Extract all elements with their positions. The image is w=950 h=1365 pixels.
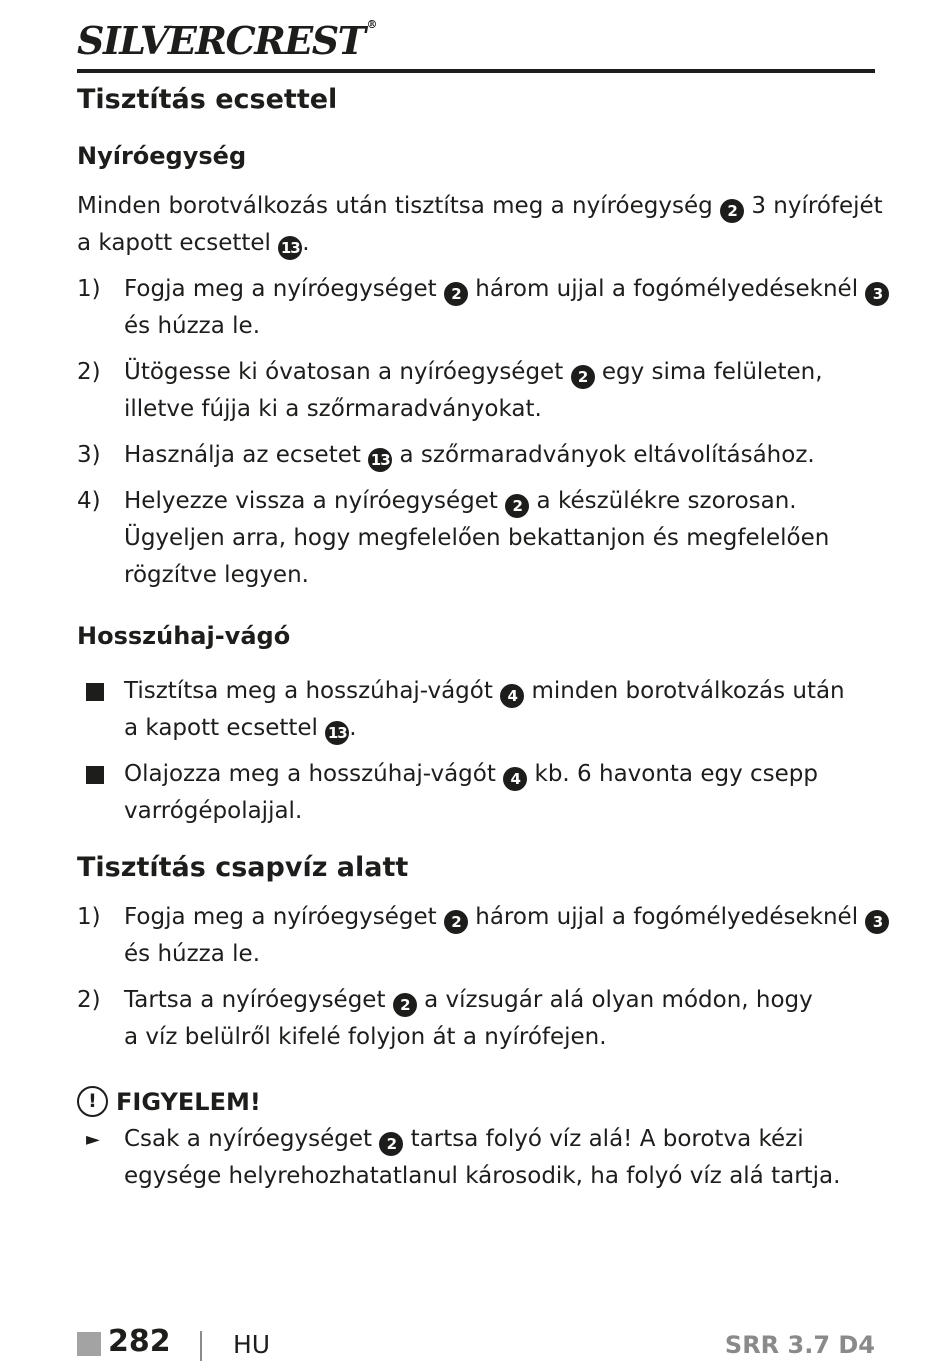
list-item: 3) Használja az ecsetet 13 a szőrmaradványok eltávolításához. bbox=[77, 437, 875, 474]
list-item: 2) Tartsa a nyíróegységet 2 a vízsugár alá olyan módon, hogy a víz belülről kifelé folyjon át a nyírófejen. bbox=[77, 987, 813, 1050]
list-item: 1) Fogja meg a nyíróegységet 2 három ujjal a fogómélyedéseknél 3 és húzza le. bbox=[77, 899, 875, 973]
brand-logo: SILVERCREST ® bbox=[77, 18, 378, 63]
warning-heading: ! FIGYELEM! bbox=[77, 1086, 261, 1117]
shaving-unit-intro: Minden borotválkozás után tisztítsa meg a nyíróegység 2 3 nyírófejét a kapott ecsettel 13 . bbox=[77, 188, 883, 262]
badge-2-icon: 2 bbox=[444, 910, 468, 934]
footer-square-icon bbox=[77, 1332, 101, 1356]
exclamation-icon: ! bbox=[77, 1086, 108, 1117]
badge-13-icon: 13 bbox=[368, 448, 392, 472]
model-number: SRR 3.7 D4 bbox=[724, 1331, 875, 1359]
list-item: 4) Helyezze vissza a nyíróegységet 2 a készülékre szorosan. Ügyeljen arra, hogy megfelelően bekattanjon és megfelelően rögzítve legyen. bbox=[77, 488, 830, 588]
warning-item: ► Csak a nyíróegységet 2 tartsa folyó víz alá! A borotva kézi egysége helyrehozhatatlanul károsodik, ha folyó víz alá tartja. bbox=[77, 1121, 875, 1195]
badge-2-icon: 2 bbox=[393, 993, 417, 1017]
badge-2-icon: 2 bbox=[571, 365, 595, 389]
triangle-bullet-icon: ► bbox=[86, 1129, 100, 1150]
list-item: 1) Fogja meg a nyíróegységet 2 három ujjal a fogómélyedéseknél 3 és húzza le. bbox=[77, 271, 875, 345]
language-code: HU bbox=[233, 1330, 271, 1359]
badge-13-icon: 13 bbox=[325, 721, 349, 745]
badge-2-icon: 2 bbox=[720, 199, 744, 223]
tap-water-title: Tisztítás csapvíz alatt bbox=[77, 852, 409, 883]
section-title: Tisztítás ecsettel bbox=[77, 84, 338, 115]
header-rule bbox=[77, 69, 875, 73]
footer-divider bbox=[200, 1331, 202, 1361]
long-hair-title: Hosszúhaj-vágó bbox=[77, 622, 291, 650]
badge-4-icon: 4 bbox=[503, 767, 527, 791]
badge-2-icon: 2 bbox=[379, 1132, 403, 1156]
badge-3-icon: 3 bbox=[865, 282, 889, 306]
badge-4-icon: 4 bbox=[500, 684, 524, 708]
square-bullet-icon bbox=[86, 766, 104, 784]
badge-13-icon: 13 bbox=[278, 236, 302, 260]
badge-2-icon: 2 bbox=[505, 494, 529, 518]
list-item: Olajozza meg a hosszúhaj-vágót 4 kb. 6 havonta egy csepp varrógépolajjal. bbox=[77, 756, 875, 830]
list-item: 2) Ütögesse ki óvatosan a nyíróegységet 2 egy sima felületen, illetve fújja ki a szőrmaradványokat. bbox=[77, 359, 823, 422]
page-number: 282 bbox=[108, 1324, 171, 1359]
list-item: Tisztítsa meg a hosszúhaj-vágót 4 minden borotválkozás után a kapott ecsettel 13 . bbox=[77, 673, 875, 747]
badge-3-icon: 3 bbox=[865, 910, 889, 934]
badge-2-icon: 2 bbox=[444, 282, 468, 306]
shaving-unit-title: Nyíróegység bbox=[77, 142, 247, 170]
square-bullet-icon bbox=[86, 683, 104, 701]
